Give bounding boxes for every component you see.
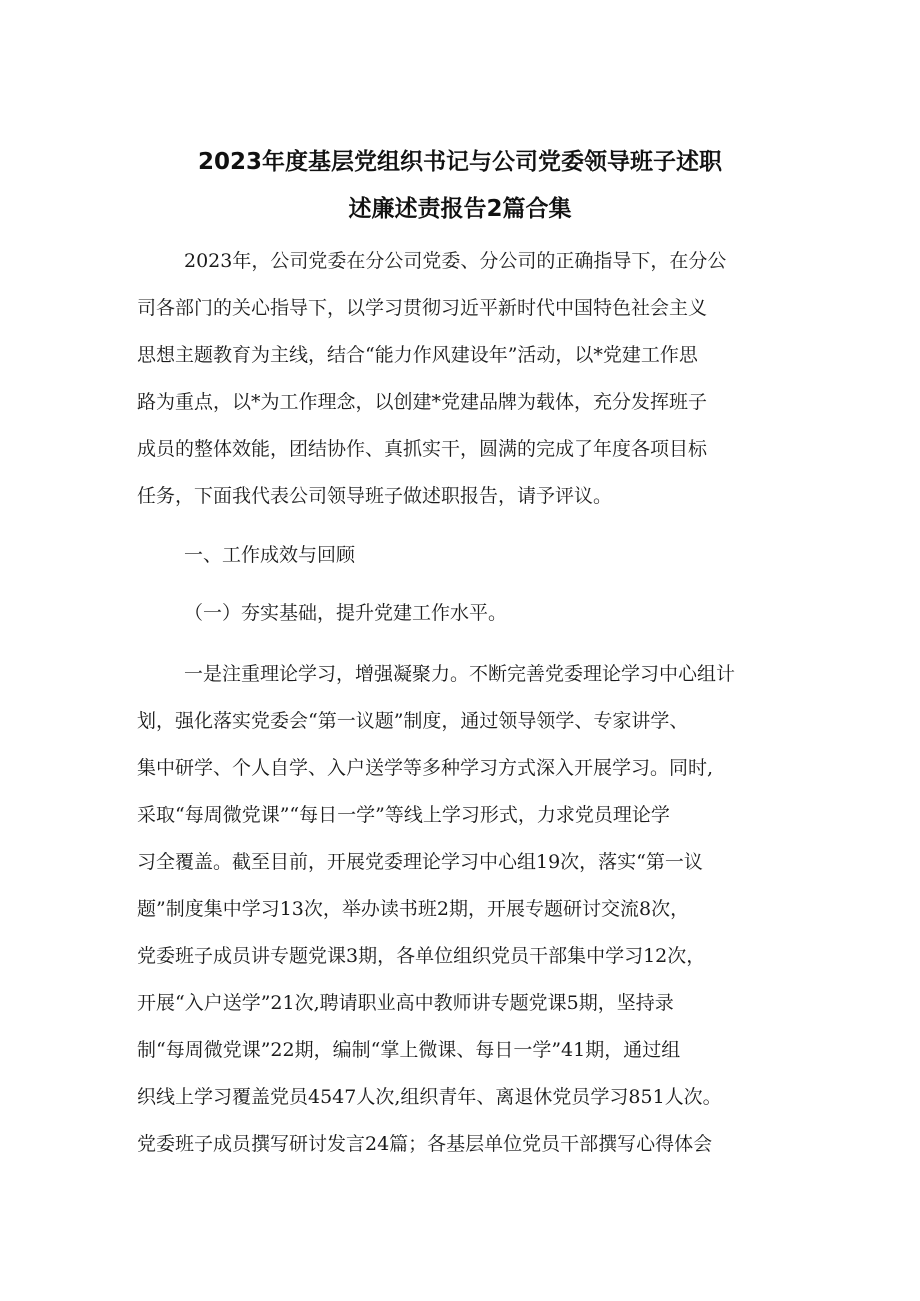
intro-paragraph-line: 路为重点，以*为工作理念，以创建*党建品牌为载体，充分发挥班子 [137,391,708,413]
body-paragraph-line: 一是注重理论学习，增强凝聚力。不断完善党委理论学习中心组计 [184,663,736,685]
intro-paragraph-line: 思想主题教育为主线，结合“能力作风建设年”活动，以*党建工作思 [137,344,698,366]
body-paragraph-line: 采取“每周微党课”“每日一学”等线上学习形式，力求党员理论学 [137,804,670,826]
body-paragraph-line: 集中研学、个人自学、入户送学等多种学习方式深入开展学习。同时, [137,757,714,779]
intro-paragraph-line: 2023年，公司党委在分公司党委、分公司的正确指导下，在分公 [184,250,727,272]
body-paragraph-line: 织线上学习覆盖党员4547人次,组织青年、离退休党员学习851人次。 [137,1086,722,1108]
intro-paragraph-line: 成员的整体效能，团结协作、真抓实干，圆满的完成了年度各项目标 [137,438,708,460]
document-title-line-2: 述廉述责报告2篇合集 [348,196,572,222]
body-paragraph-line: 开展“入户送学”21次,聘请职业高中教师讲专题党课5期，坚持录 [137,992,674,1014]
body-paragraph-line: 党委班子成员撰写研讨发言24篇；各基层单位党员干部撰写心得体会 [137,1133,713,1155]
document-title-line-1: 2023年度基层党组织书记与公司党委领导班子述职 [197,149,722,175]
body-paragraph-line: 划，强化落实党委会“第一议题”制度，通过领导领学、专家讲学、 [137,710,689,732]
section-heading: 一、工作成效与回顾 [184,544,356,566]
subsection-heading: （一）夯实基础，提升党建工作水平。 [184,602,508,624]
intro-paragraph-line: 司各部门的关心指导下，以学习贯彻习近平新时代中国特色社会主义 [137,297,708,319]
intro-paragraph-line: 任务，下面我代表公司领导班子做述职报告，请予评议。 [137,485,613,507]
body-paragraph-line: 题”制度集中学习13次，举办读书班2期，开展专题研讨交流8次， [137,898,690,920]
body-paragraph-line: 制“每周微党课”22期，编制“掌上微课、每日一学”41期，通过组 [137,1039,681,1061]
body-paragraph-line: 习全覆盖。截至目前，开展党委理论学习中心组19次，落实“第一议 [137,851,703,873]
body-paragraph-line: 党委班子成员讲专题党课3期，各单位组织党员干部集中学习12次， [137,945,706,967]
